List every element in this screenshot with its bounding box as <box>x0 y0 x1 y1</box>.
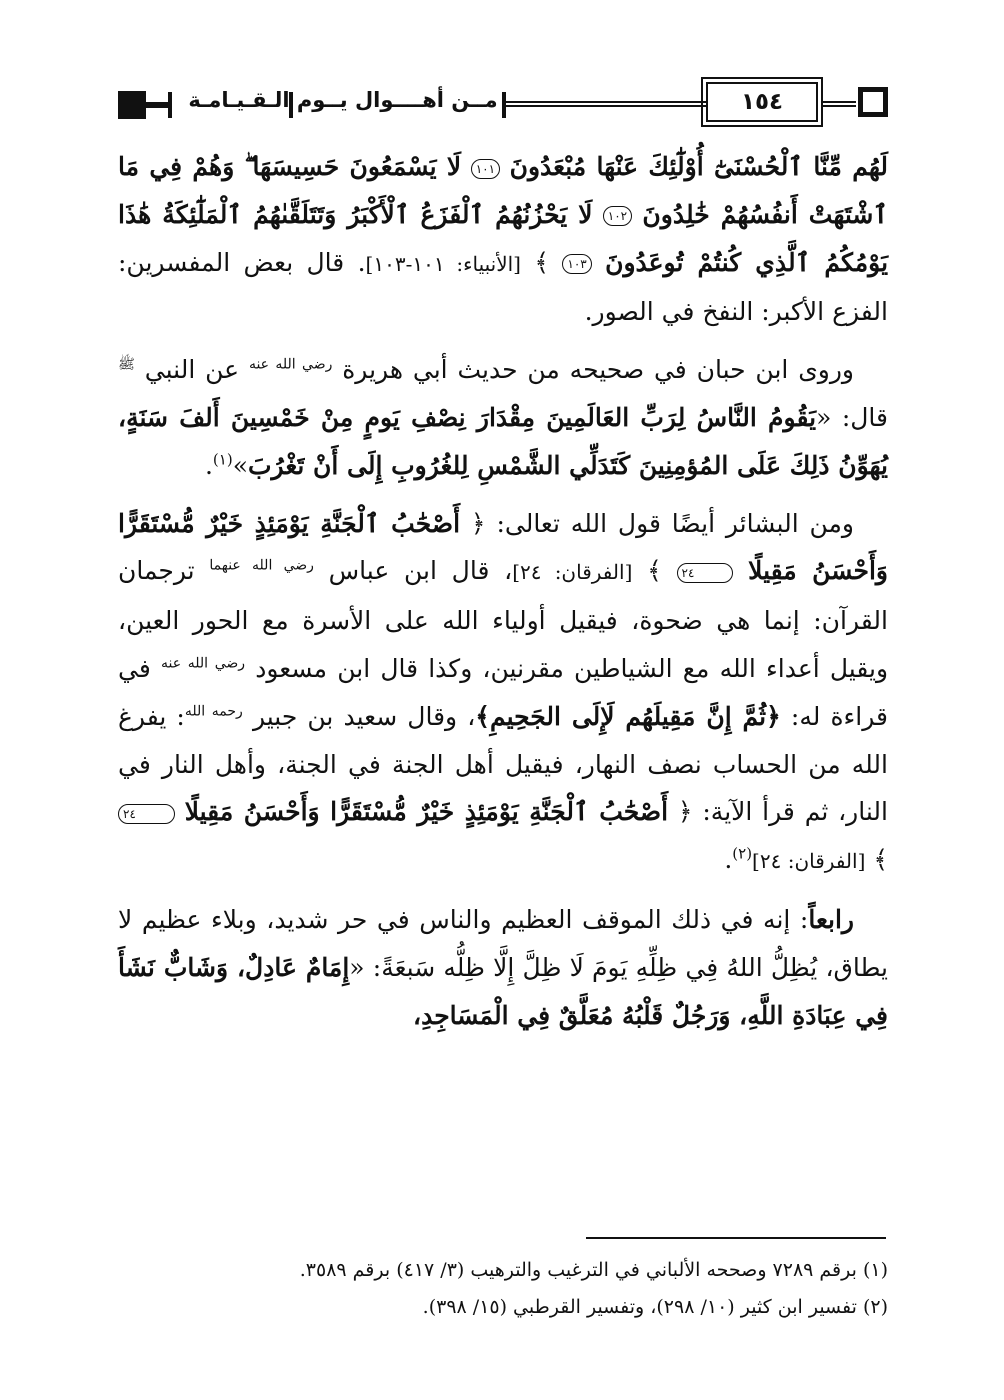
quran-text: أَصْحَٰبُ ٱلْجَنَّةِ يَوْمَئِذٍ خَيْرٌ مُّسْتَقَرًّا وَأَحْسَنُ مَقِيلًا <box>118 508 888 586</box>
header-ornament-line <box>146 102 168 108</box>
body-text: وروى ابن حبان في صحيحه من حديث أبي هريرة <box>342 355 854 385</box>
honorific: رضي الله عنهما <box>209 558 314 575</box>
footnote-2: (٢) تفسير ابن كثير (١٠/ ٢٩٨)، وتفسير القرطبي (١٥/ ٣٩٨). <box>422 1296 888 1318</box>
honorific: رضي الله عنه <box>160 655 246 672</box>
body-text: : إنه في ذلك الموقف العظيم والناس في حر شديد، وبلاء عظيم لا يطاق، يُظِلُّ اللهُ فِي ظِلِّهِ يَومَ لَا ظِلَّ إِلَّا ظِلُّه سَبعَةً: « <box>118 904 888 982</box>
paragraph-rabian <box>118 896 888 1039</box>
footnote-1: (١) برقم ٧٢٨٩ وصححه الألباني في الترغيب والترهيب (٣/ ٤١٧) برقم ٣٥٨٩. <box>299 1259 888 1281</box>
quran-bracket: ﴾ <box>873 845 888 875</box>
honorific: رحمه الله <box>184 703 243 720</box>
header-double-rule <box>822 101 856 107</box>
honorific: ﷺ <box>118 356 135 373</box>
body-text: ، وقال سعيد بن جبير <box>252 701 476 731</box>
footnote-marker: (٢) <box>732 844 753 863</box>
body-text: في قراءة له: <box>118 653 888 731</box>
body-text: ، قال ابن عباس <box>328 556 513 586</box>
header-ornament-right <box>858 87 888 117</box>
honorific: رضي الله عنه <box>248 356 333 373</box>
quran-bracket: ﴾ <box>534 247 550 277</box>
footnote-marker: (١) <box>212 450 233 469</box>
quran-text: ﴿ثُمَّ إِنَّ مَقِيلَهُم لَإِلَى الجَحِيمِ﴾ <box>475 701 781 731</box>
footnotes <box>118 1252 888 1326</box>
paragraph-quran-anbiya <box>118 143 888 336</box>
body-text: عن النبي <box>144 355 240 385</box>
verse-number: ٢٤ <box>118 804 175 824</box>
body-text: ومن البشائر أيضًا قول الله تعالى: <box>496 508 855 538</box>
quran-text: لَا يَسْمَعُونَ حَسِيسَهَا ۖ وَهُمْ فِي مَا ٱشْتَهَتْ أَنفُسُهُمْ خَٰلِدُونَ <box>118 152 889 229</box>
quran-bracket: ﴿ <box>677 797 693 827</box>
verse-number: ١٠٣ <box>562 254 591 274</box>
verse-number: ٢٤ <box>677 563 734 583</box>
paragraph-hadith-ibn-hibban <box>118 346 888 489</box>
body-text: ترجمان القرآن: إنما هي ضحوة، فيقيل أولياء الله على الأسرة مع الحور العين، ويقيل أعداء الله مع الشياطين مقرنين، وكذا قال ابن مسعود <box>118 556 889 683</box>
verse-reference: [الفرقان: ٢٤] <box>512 560 633 585</box>
hadith-text: يَقُومُ النَّاسُ لِرَبِّ العَالَمِينَ مِقْدَارَ نِصْفِ يَومٍ مِنْ خَمْسِينَ أَلفَ سَنَةٍ، يُهَوِّنُ ذَلِكَ عَلَى المُؤمِنِينَ كَتَدَلِّي الشَّمْسِ لِلغُرُوبِ إِلَى أَنْ تَغْرُبَ <box>118 402 888 480</box>
header-double-rule <box>506 101 706 107</box>
body-text: . قال بعض المفسرين: الفزع الأكبر: النفخ في الصور. <box>118 247 888 327</box>
verse-reference: [الأنبياء: ١٠١-١٠٣] <box>365 251 521 276</box>
header-ornament-left <box>118 91 146 119</box>
quote-close: » <box>232 450 248 480</box>
quran-text: أَصْحَٰبُ ٱلْجَنَّةِ يَوْمَئِذٍ خَيْرٌ مُّسْتَقَرًّا وَأَحْسَنُ مَقِيلًا <box>184 797 669 827</box>
hadith-text: إِمَامٌ عَادِلٌ، وَشَابٌّ نَشَأَ فِي عِبَادَةِ اللَّهِ، وَرَجُلٌ قَلْبُهُ مُعَلَّقٌ فِي الْمَسَاجِدِ، <box>118 952 888 1030</box>
header-divider <box>168 92 172 118</box>
verse-number: ١٠١ <box>471 159 500 179</box>
section-label: رابعاً <box>808 904 854 934</box>
body-text: : يفرغ الله من الحساب نصف النهار، فيقيل أهل الجنة في الجنة، وأهل النار في النار، ثم قرأ الآية: <box>118 701 888 827</box>
page-body <box>118 143 888 1039</box>
page-header <box>118 82 888 128</box>
body-text: . <box>724 845 733 875</box>
verse-reference: [الفرقان: ٢٤] <box>752 849 866 874</box>
page-number: ١٥٤ <box>706 82 818 122</box>
quran-bracket: ﴾ <box>647 556 662 586</box>
body-text: . <box>204 450 213 480</box>
quran-text: لَا يَحْزُنُهُمُ ٱلْفَزَعُ ٱلْأَكْبَرُ وَتَتَلَقَّىٰهُمُ ٱلْمَلَٰٓئِكَةُ هَٰذَا يَوْمُكُمُ ٱلَّذِي كُنتُمْ تُوعَدُونَ <box>118 199 889 277</box>
footnote-separator <box>586 1237 886 1239</box>
chapter-title: مــن أهــــوال يــوم الـقـيـامـة <box>188 88 498 112</box>
quran-text: لَهُم مِّنَّا ٱلْحُسْنَىٰٓ أُوْلَٰٓئِكَ عَنْهَا مُبْعَدُونَ <box>509 152 888 181</box>
verse-number: ١٠٢ <box>603 206 632 226</box>
paragraph-bashair <box>118 500 888 886</box>
body-text: قال: « <box>816 402 888 432</box>
quran-bracket: ﴿ <box>470 508 486 538</box>
